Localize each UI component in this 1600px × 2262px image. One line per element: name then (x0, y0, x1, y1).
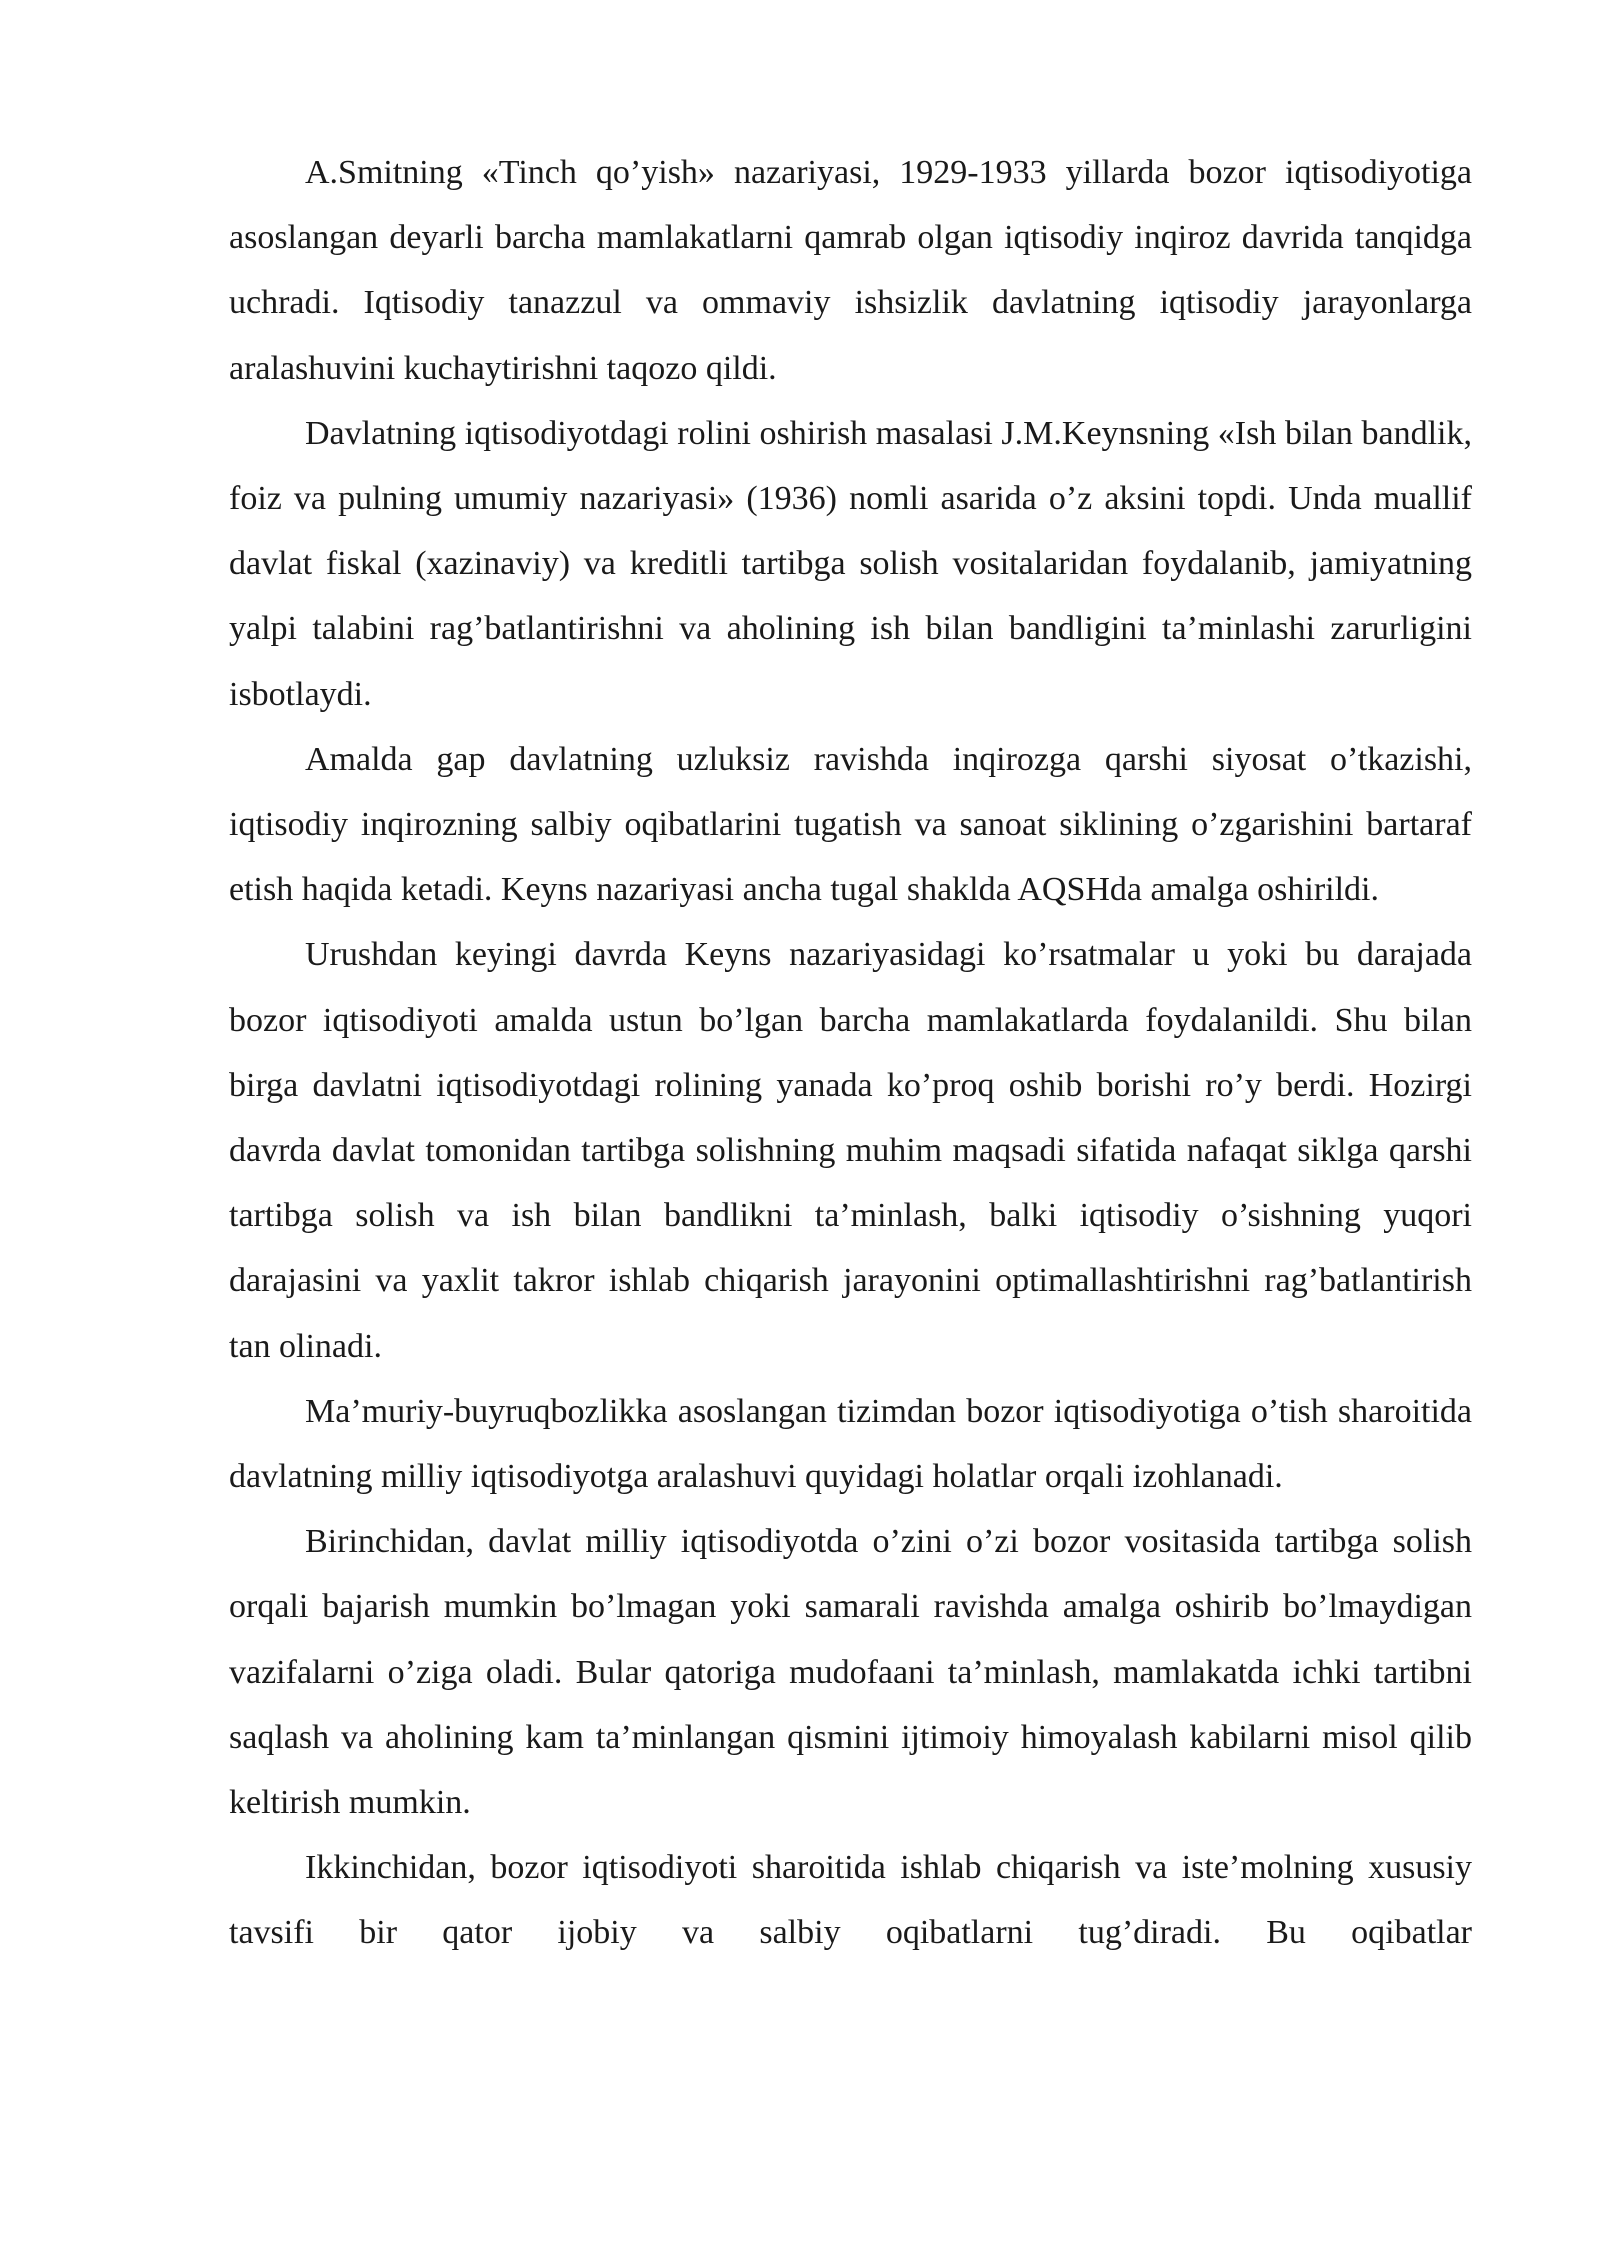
paragraph-keynes-work: Davlatning iqtisodiyotdagi rolini oshirish masalasi J.M.Keynsning «Ish bilan bandlik, foiz va pulning umumiy nazariyasi» (1936) nomli asarida o’z aksini topdi. Unda muallif davlat fiskal (xazinaviy) va kreditli tartibga solish vositalaridan foydalanib, jamiyatning yalpi talabini rag’batlantirishni va aholining ish bilan bandligini ta’minlashi zarurligini isbotlaydi. (229, 414, 1472, 713)
paragraph-smith-theory: A.Smitning «Tinch qo’yish» nazariyasi, 1929-1933 yillarda bozor iqtisodiyotiga asoslangan deyarli barcha mamlakatlarni qamrab olgan iqtisodiy inqiroz davrida tanqidga uchradi. Iqtisodiy tanazzul va ommaviy ishsizlik davlatning iqtisodiy jarayonlarga aralashuvini kuchaytirishni taqozo qildi. (229, 154, 1472, 387)
document-body (229, 140, 1472, 1966)
paragraph-anti-crisis-policy: Amalda gap davlatning uzluksiz ravishda inqirozga qarshi siyosat o’tkazishi, iqtisodiy inqirozning salbiy oqibatlarini tugatish va sanoat siklining o’zgarishini bartaraf etish haqida ketadi. Keyns nazariyasi ancha tugal shaklda AQSHda amalga oshirildi. (229, 740, 1472, 909)
paragraph-postwar-period: Urushdan keyingi davrda Keyns nazariyasidagi ko’rsatmalar u yoki bu darajada bozor iqtisodiyoti amalda ustun bo’lgan barcha mamlakatlarda foydalanildi. Shu bilan birga davlatni iqtisodiyotdagi rolining yanada ko’proq oshib borishi ro’y berdi. Hozirgi davrda davlat tomonidan tartibga solishning muhim maqsadi sifatida nafaqat siklga qarshi tartibga solish va ish bilan bandlikni ta’minlash, balki iqtisodiy o’sishning yuqori darajasini va yaxlit takror ishlab chiqarish jarayonini optimallashtirishni rag’batlantirish tan olinadi. (229, 936, 1472, 1365)
paragraph-first-reason: Birinchidan, davlat milliy iqtisodiyotda o’zini o’zi bozor vositasida tartibga solish orqali bajarish mumkin bo’lmagan yoki samarali ravishda amalga oshirib bo’lmaydigan vazifalarni o’ziga oladi. Bular qatoriga mudofaani ta’minlash, mamlakatda ichki tartibni saqlash va aholining kam ta’minlangan qismini ijtimoiy himoyalash kabilarni misol qilib keltirish mumkin. (229, 1523, 1472, 1822)
paragraph-transition: Ma’muriy-buyruqbozlikka asoslangan tizimdan bozor iqtisodiyotiga o’tish sharoitida davlatning milliy iqtisodiyotga aralashuvi quyidagi holatlar orqali izohlanadi. (229, 1392, 1472, 1496)
paragraph-second-reason: Ikkinchidan, bozor iqtisodiyoti sharoitida ishlab chiqarish va iste’molning xususiy tavsifi bir qator ijobiy va salbiy oqibatlarni tug’diradi. Bu oqibatlar (229, 1849, 1472, 1952)
